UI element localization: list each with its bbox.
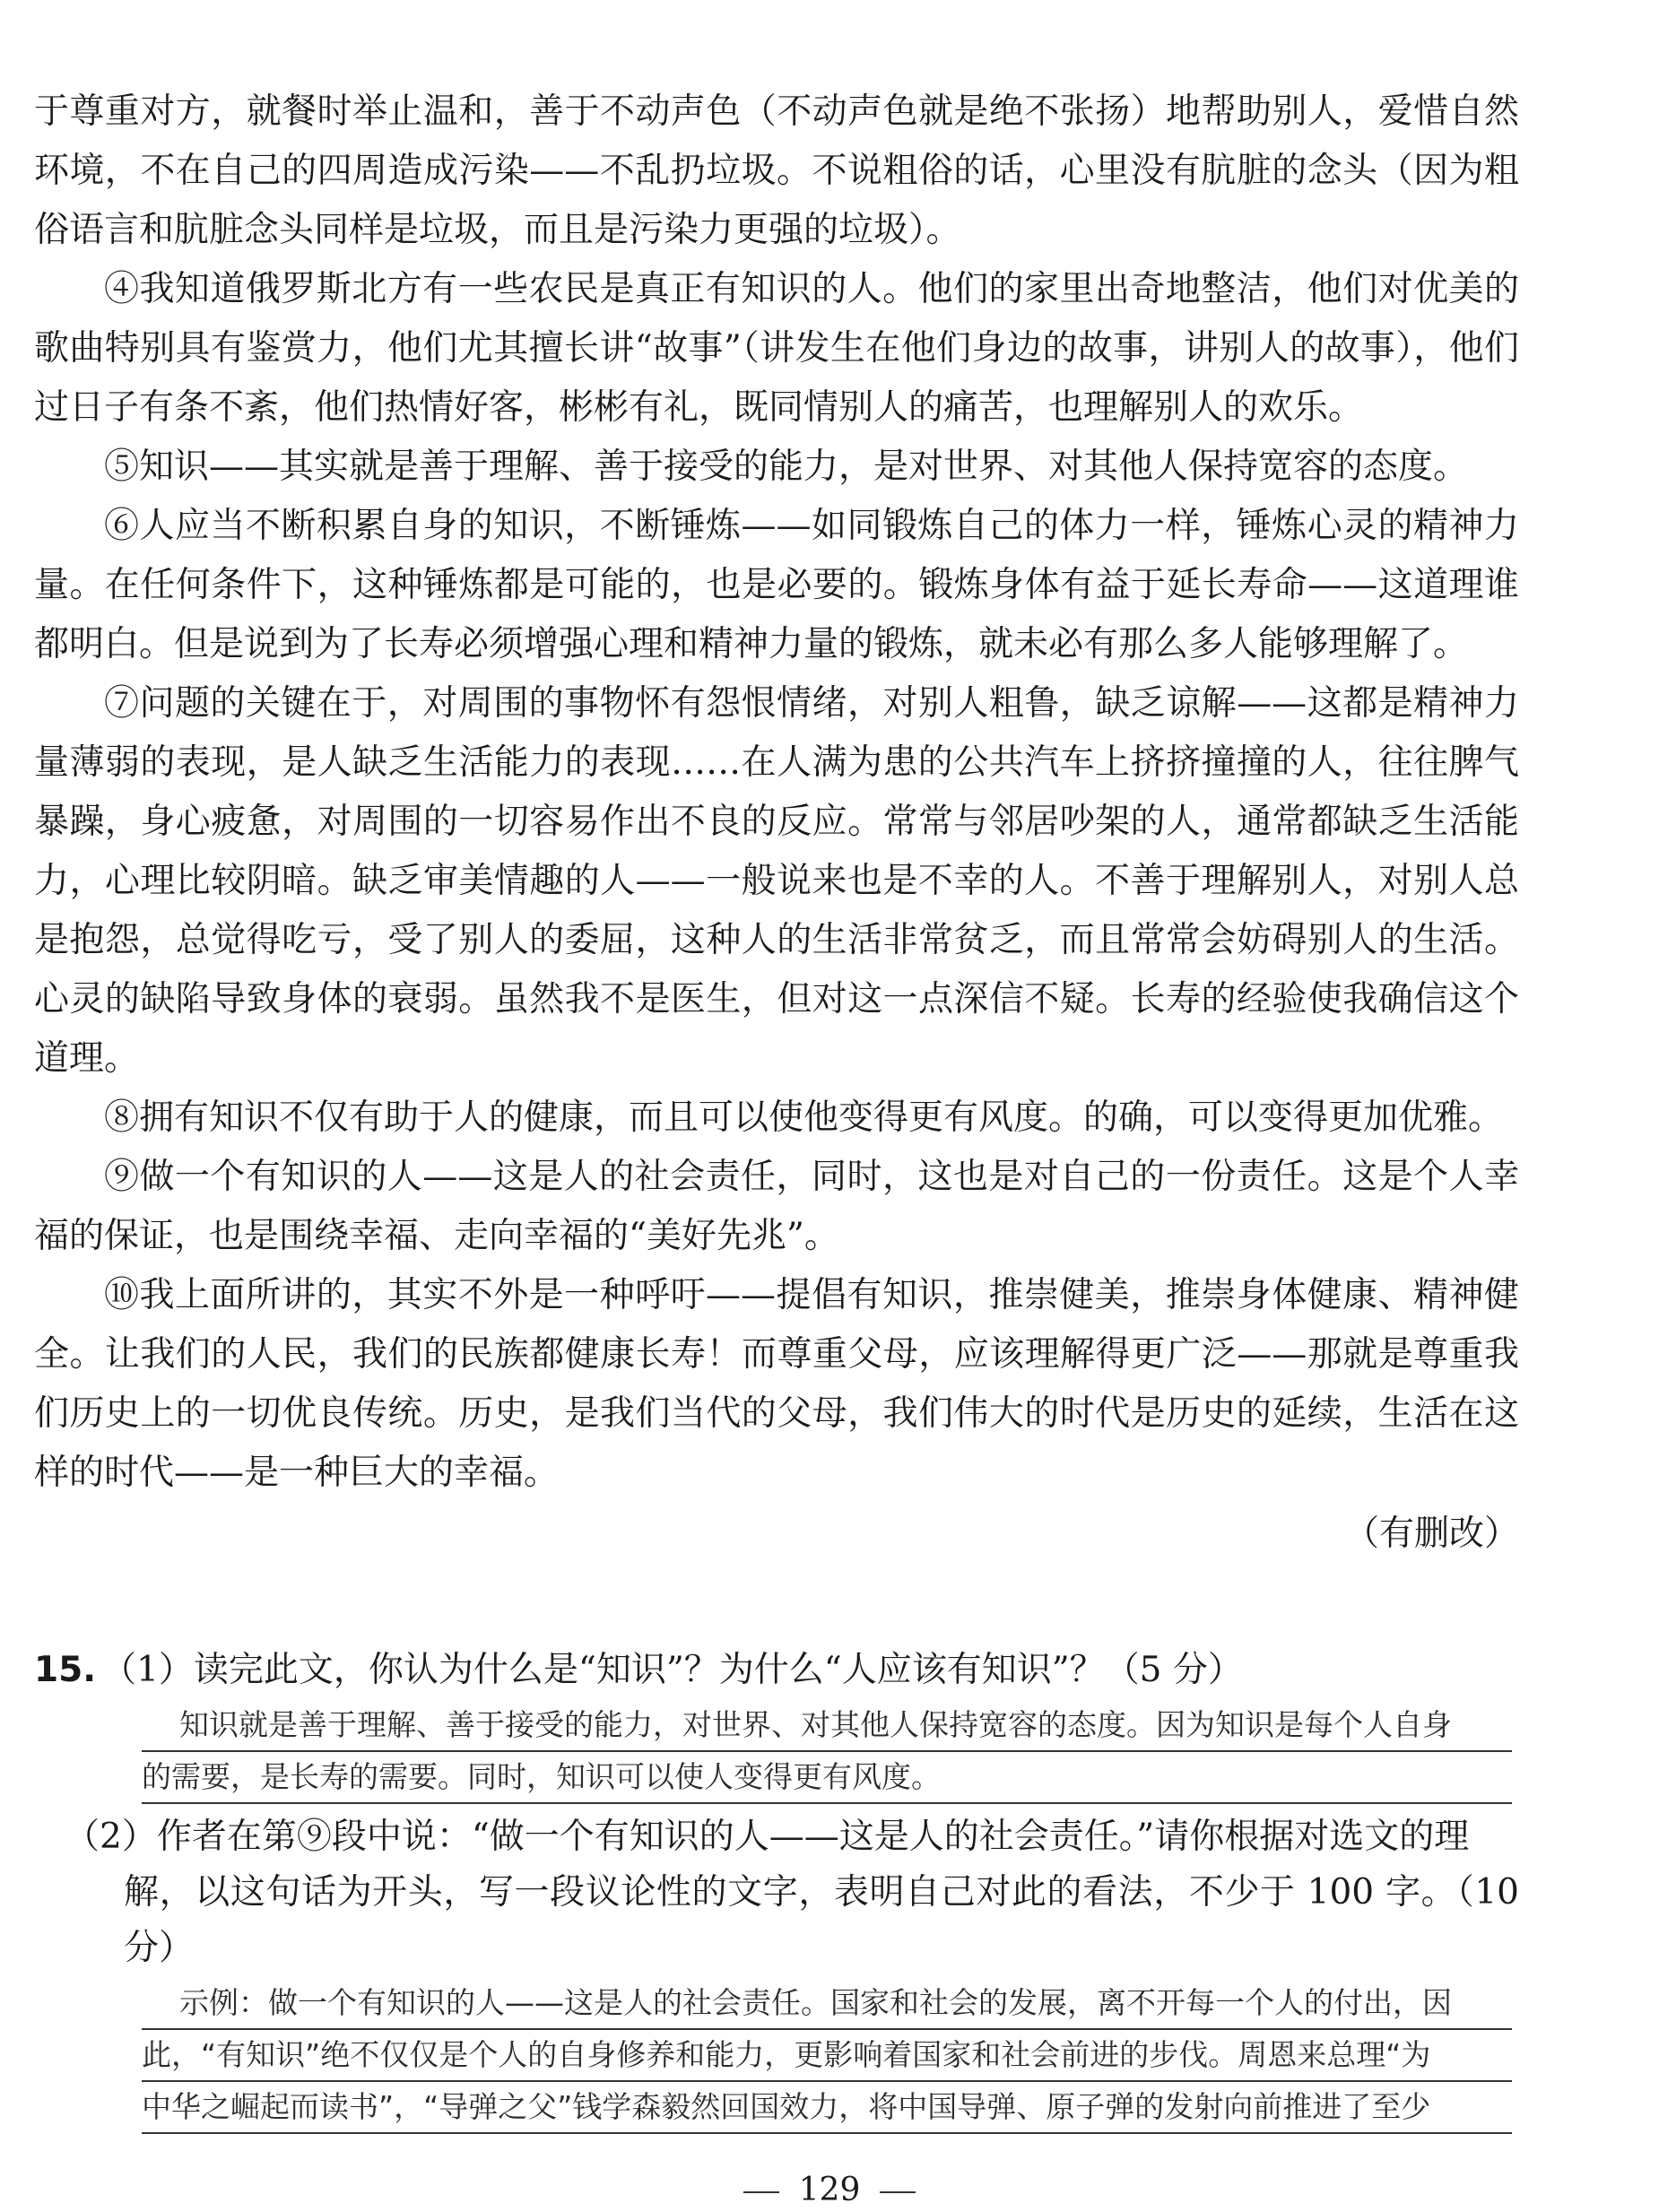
question-1-prompt	[34, 1643, 1519, 1698]
question-section	[34, 1643, 1519, 2139]
paragraph-6: ⑥人应当不断积累自身的知识，不断锤炼——如同锻炼自己的体力一样，锤炼心灵的精神力量。在任何条件下，这种锤炼都是可能的，也是必要的。锻炼身体有益于延长寿命——这道理谁都明白。但是说到为了长寿必须增强心理和精神力量的锻炼，就未必有那么多人能够理解了。	[34, 506, 1519, 664]
article-body	[34, 82, 1519, 1564]
answer-part1	[142, 1700, 1512, 1804]
question-part1-prompt: （1）读完此文，你认为什么是“知识”？为什么“人应该有知识”？（5 分）	[101, 1650, 1243, 1690]
question-number: 15.	[34, 1650, 97, 1690]
paragraph-7: ⑦问题的关键在于，对周围的事物怀有怨恨情绪，对别人粗鲁，缺乏谅解——这都是精神力量薄弱的表现，是人缺乏生活能力的表现……在人满为患的公共汽车上挤挤撞撞的人，往往脾气暴躁，身心疲惫，对周围的一切容易作出不良的反应。常常与邻居吵架的人，通常都缺乏生活能力，心理比较阴暗。缺乏审美情趣的人——一般说来也是不幸的人。不善于理解别人，对别人总是抱怨，总觉得吃亏，受了别人的委屈，这种人的生活非常贫乏，而且常常会妨碍别人的生活。心灵的缺陷导致身体的衰弱。虽然我不是医生，但对这一点深信不疑。长寿的经验使我确信这个道理。	[34, 683, 1519, 1079]
page-number-dash-left	[743, 2191, 779, 2193]
answer-line: 的需要，是长寿的需要。同时，知识可以使人变得更有风度。	[142, 1752, 1512, 1804]
paragraph-8: ⑧拥有知识不仅有助于人的健康，而且可以使他变得更有风度。的确，可以变得更加优雅。	[104, 1097, 1504, 1138]
answer-line: 示例：做一个有知识的人——这是人的社会责任。国家和社会的发展，离不开每一个人的付出，因	[142, 1978, 1512, 2030]
paragraph-10: ⑩我上面所讲的，其实不外是一种呼吁——提倡有知识，推崇健美，推崇身体健康、精神健全。让我们的人民，我们的民族都健康长寿！而尊重父母，应该理解得更广泛——那就是尊重我们历史上的一切优良传统。历史，是我们当代的父母，我们伟大的时代是历史的延续，生活在这样的时代——是一种巨大的幸福。	[34, 1275, 1519, 1493]
paragraph-9: ⑨做一个有知识的人——这是人的社会责任，同时，这也是对自己的一份责任。这是个人幸福的保证，也是围绕幸福、走向幸福的“美好先兆”。	[34, 1157, 1519, 1256]
answer-line: 此，“有知识”绝不仅仅是个人的自身修养和能力，更影响着国家和社会前进的步伐。周恩来总理“为	[142, 2030, 1512, 2082]
answer-part2	[142, 1978, 1512, 2134]
question-part2-prompt-line1: （2）作者在第⑨段中说：“做一个有知识的人——这是人的社会责任。”请你根据对选文的理	[65, 1817, 1470, 1857]
page-number-dash-right	[880, 2191, 916, 2193]
answer-line: 知识就是善于理解、善于接受的能力，对世界、对其他人保持宽容的态度。因为知识是每个人自身	[142, 1700, 1512, 1752]
source-note: （有删改）	[1343, 1514, 1519, 1554]
question-part2-prompt-line2: 解，以这句话为开头，写一段议论性的文字，表明自己对此的看法，不少于 100 字。（10 分）	[124, 1872, 1519, 1968]
page-number-value: 129	[798, 2172, 861, 2208]
paragraph-4: ④我知道俄罗斯北方有一些农民是真正有知识的人。他们的家里出奇地整洁，他们对优美的歌曲特别具有鉴赏力，他们尤其擅长讲“故事”（讲发生在他们身边的故事，讲别人的故事），他们过日子有条不紊，他们热情好客，彬彬有礼，既同情别人的痛苦，也理解别人的欢乐。	[34, 269, 1519, 428]
page-number	[0, 2172, 1659, 2208]
paragraph-continuation: 于尊重对方，就餐时举止温和，善于不动声色（不动声色就是绝不张扬）地帮助别人，爱惜自然环境，不在自己的四周造成污染——不乱扔垃圾。不说粗俗的话，心里没有肮脏的念头（因为粗俗语言和肮脏念头同样是垃圾，而且是污染力更强的垃圾）。	[34, 91, 1519, 250]
answer-line: 中华之崛起而读书”，“导弹之父”钱学森毅然回国效力，将中国导弹、原子弹的发射向前推进了至少	[142, 2082, 1512, 2134]
paragraph-5: ⑤知识——其实就是善于理解、善于接受的能力，是对世界、对其他人保持宽容的态度。	[104, 447, 1469, 487]
